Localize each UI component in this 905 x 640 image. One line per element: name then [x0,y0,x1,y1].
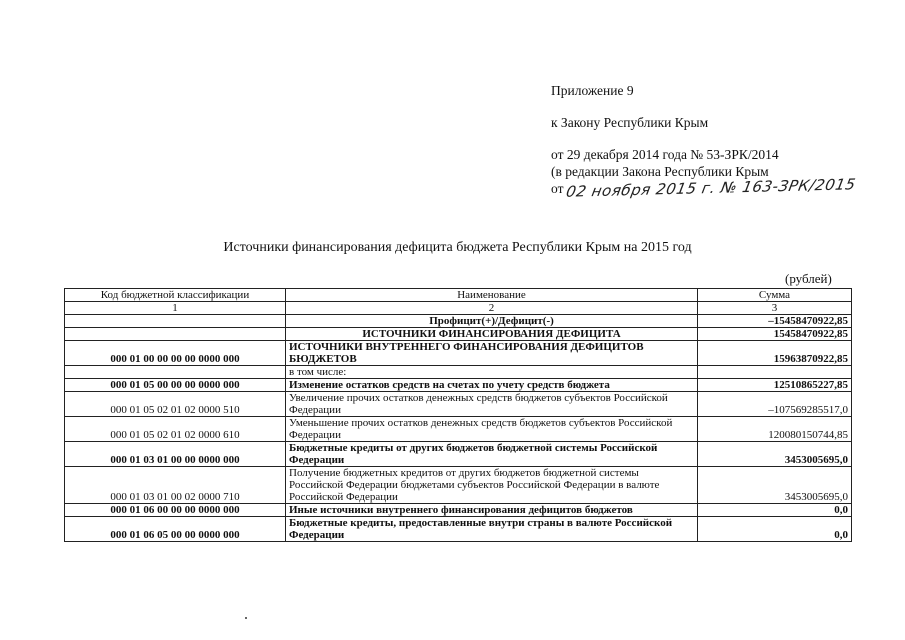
code-cell [65,366,286,379]
column-number: 1 [65,302,286,315]
column-number: 3 [698,302,852,315]
name-cell: Бюджетные кредиты, предоставленные внутри страны в валюте Российской Федерации [286,517,698,542]
name-cell: в том числе: [286,366,698,379]
sum-cell: 0,0 [698,504,852,517]
sum-cell [698,366,852,379]
name-cell: Бюджетные кредиты от других бюджетов бюджетной системы Российской Федерации [286,442,698,467]
sum-cell: 15458470922,85 [698,328,852,341]
name-cell: Изменение остатков средств на счетах по учету средств бюджета [286,379,698,392]
table-row [65,504,852,517]
table-row [65,467,852,504]
document-title: Источники финансирования дефицита бюджета Республики Крым на 2015 год [223,240,692,255]
table-row [65,442,852,467]
law-date: от 29 декабря 2014 года № 53-ЗРК/2014 [551,147,779,162]
sum-cell: 120080150744,85 [698,417,852,442]
code-cell: 000 01 05 02 01 02 0000 610 [65,417,286,442]
code-cell: 000 01 03 01 00 00 0000 000 [65,442,286,467]
table-row [65,392,852,417]
table-header-row [65,289,852,302]
sum-cell: 0,0 [698,517,852,542]
revision-note: (в редакции Закона Республики Крым [551,164,769,179]
units-label: (рублей) [785,271,832,286]
name-cell: Уменьшение прочих остатков денежных средств бюджетов субъектов Российской Федерации [286,417,698,442]
revision-line [551,175,858,201]
code-cell [65,315,286,328]
code-cell: 000 01 06 05 00 00 0000 000 [65,517,286,542]
sum-cell: 12510865227,85 [698,379,852,392]
table-row [65,366,852,379]
handwritten-revision-date: 02 ноября 2015 г. № 163-ЗРК/2015 [565,175,858,201]
revision-prefix: от [551,181,564,196]
header-code: Код бюджетной классификации [65,289,286,302]
sum-cell: 15963870922,85 [698,341,852,366]
table-row [65,315,852,328]
budget-sources-table [64,288,852,542]
name-cell: Увеличение прочих остатков денежных средств бюджетов субъектов Российской Федерации [286,392,698,417]
name-cell: ИСТОЧНИКИ ФИНАНСИРОВАНИЯ ДЕФИЦИТА [286,328,698,341]
code-cell: 000 01 00 00 00 00 0000 000 [65,341,286,366]
header-name: Наименование [286,289,698,302]
sum-cell: –15458470922,85 [698,315,852,328]
sum-cell: 3453005695,0 [698,467,852,504]
appendix-number: Приложение 9 [551,83,634,98]
code-cell: 000 01 03 01 00 02 0000 710 [65,467,286,504]
table-row [65,417,852,442]
appendix-header [551,82,858,201]
name-cell: ИСТОЧНИКИ ВНУТРЕННЕГО ФИНАНСИРОВАНИЯ ДЕФИЦИТОВ БЮДЖЕТОВ [286,341,698,366]
table-row [65,328,852,341]
code-cell: 000 01 06 00 00 00 0000 000 [65,504,286,517]
code-cell: 000 01 05 00 00 00 0000 000 [65,379,286,392]
column-number-row [65,302,852,315]
name-cell: Профицит(+)/Дефицит(-) [286,315,698,328]
sum-cell: –107569285517,0 [698,392,852,417]
code-cell [65,328,286,341]
column-number: 2 [286,302,698,315]
table-row [65,379,852,392]
scan-artifact [245,617,247,619]
table-row [65,517,852,542]
name-cell: Иные источники внутреннего финансирования дефицитов бюджетов [286,504,698,517]
table-row [65,341,852,366]
sum-cell: 3453005695,0 [698,442,852,467]
header-sum: Сумма [698,289,852,302]
name-cell: Получение бюджетных кредитов от других бюджетов бюджетной системы Российской Федерации бюджетами субъектов Российской Федерации в валюте Российской Федерации [286,467,698,504]
code-cell: 000 01 05 02 01 02 0000 510 [65,392,286,417]
law-reference: к Закону Республики Крым [551,115,709,130]
